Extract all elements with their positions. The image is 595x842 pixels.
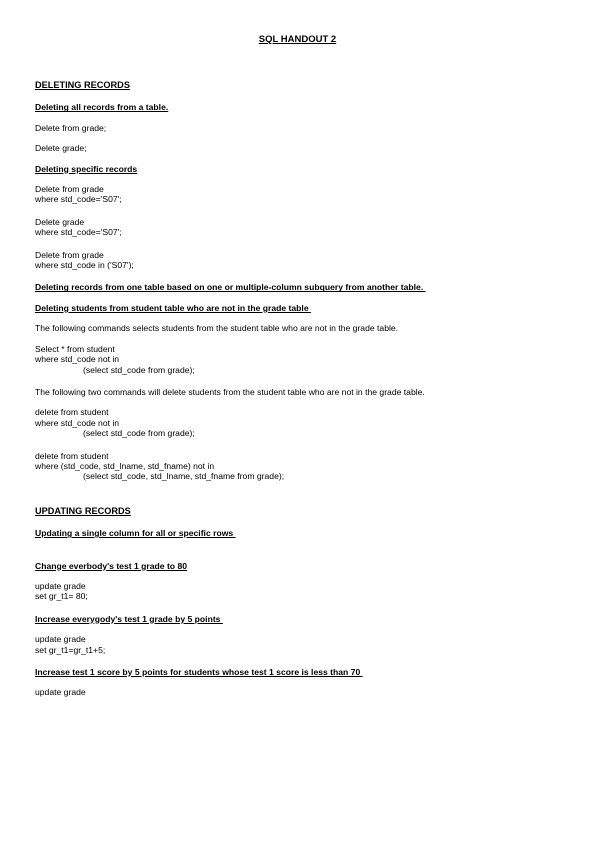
code-line: set gr_t1=gr_t1+5; <box>35 644 106 655</box>
code-line: (select std_code from grade); <box>83 428 195 439</box>
paragraph-delete-desc: The following two commands will delete students from the student table who are not in the grade table. <box>35 386 425 397</box>
spacer <box>35 549 565 561</box>
code-line: where std_code in ('S07'); <box>35 260 134 271</box>
code-line: update grade <box>35 580 86 591</box>
code-line: Delete grade <box>35 216 85 227</box>
spacer <box>35 494 565 506</box>
code-block-update-increase <box>35 634 565 655</box>
subheading-delete-subquery: Deleting records from one table based on one or multiple-column subquery from another table. <box>35 282 426 293</box>
code-delete-all-1: Delete from grade; <box>35 122 107 133</box>
section-heading-deleting: DELETING RECORDS <box>35 80 130 90</box>
code-block-specific-1 <box>35 184 565 205</box>
document-body <box>35 80 565 710</box>
code-line: Delete from grade <box>35 249 104 260</box>
code-line: where std_code='S07'; <box>35 227 122 238</box>
code-line: delete from student <box>35 450 109 461</box>
code-line: set gr_t1= 80; <box>35 591 88 602</box>
document-title: SQL HANDOUT 2 <box>258 34 337 45</box>
subheading-update-change: Change everbody's test 1 grade to 80 <box>35 560 188 571</box>
code-line: where std_code='S07'; <box>35 194 122 205</box>
paragraph-select-desc: The following commands selects students from the student table who are not in the grade table. <box>35 323 399 334</box>
subheading-delete-students: Deleting students from student table who are not in the grade table <box>35 302 311 313</box>
code-line: delete from student <box>35 407 109 418</box>
code-block-select <box>35 344 565 375</box>
code-line: (select std_code from grade); <box>83 364 195 375</box>
code-line: where (std_code, std_lname, std_fname) not in <box>35 460 215 471</box>
code-block-update-conditional <box>35 687 565 697</box>
code-line: where std_code not in <box>35 417 120 428</box>
code-line: Select * from student <box>35 343 115 354</box>
code-block-specific-3 <box>35 250 565 271</box>
code-block-update-change <box>35 581 565 602</box>
code-block-delete-2 <box>35 451 565 482</box>
code-block-delete-1 <box>35 407 565 438</box>
section-heading-updating: UPDATING RECORDS <box>35 505 131 516</box>
subheading-delete-specific: Deleting specific records <box>35 163 138 174</box>
code-line: update grade <box>35 634 86 645</box>
subheading-update-conditional: Increase test 1 score by 5 points for students whose test 1 score is less than 70 <box>35 667 363 677</box>
subheading-update-increase: Increase everygody's test 1 grade by 5 points <box>35 613 223 624</box>
code-block-specific-2 <box>35 217 565 238</box>
code-line: (select std_code, std_lname, std_fname from grade); <box>83 471 285 482</box>
subheading-update-single: Updating a single column for all or specific rows <box>35 528 236 539</box>
code-delete-all-2: Delete grade; <box>35 143 87 154</box>
code-line: where std_code not in <box>35 354 120 365</box>
code-line: Delete from grade <box>35 184 104 195</box>
code-line: update grade <box>35 687 86 698</box>
subheading-delete-all: Deleting all records from a table. <box>35 102 169 113</box>
